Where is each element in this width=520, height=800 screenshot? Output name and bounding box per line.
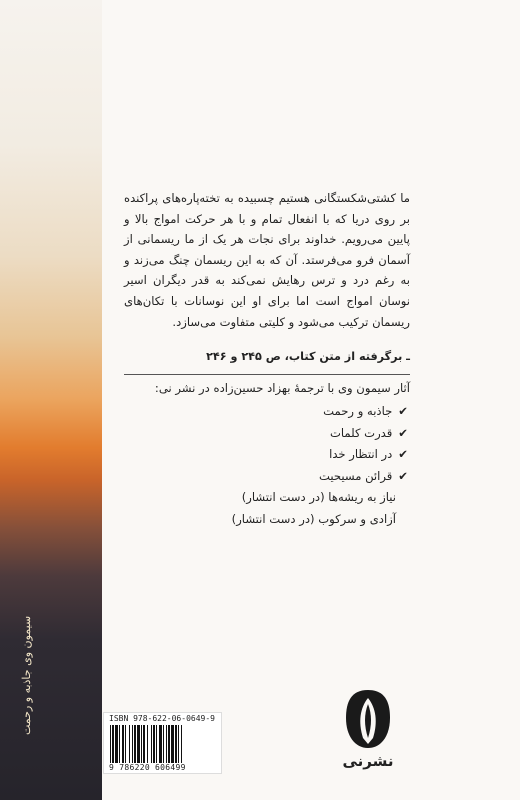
spine-title: سیمون وی جاذبه و رحمت: [20, 615, 33, 735]
divider: [124, 374, 410, 375]
works-heading: آثار سیمون وی با ترجمهٔ بهزاد حسین‌زاده در نشر نی:: [154, 381, 410, 395]
list-item: ✔ قرائن مسیحیت: [124, 466, 408, 488]
isbn-digits: 9 786220 606499: [109, 763, 186, 772]
works-list: [124, 401, 408, 530]
isbn-barcode-box: [103, 712, 222, 774]
check-icon: ✔: [398, 425, 408, 440]
back-cover-blurb: ما کشتی‌شکستگانی هستیم چسبیده به تخته‌پاره‌های پراکنده بر روی دریا که با انفعال تمام و با هر حرکت امواج بالا و پایین می‌رویم. خداوند برای نجات هر یک از ما ریسمانی از آسمان فرو می‌فرستد. آن که به این ریسمان چنگ می‌زند و به رغم درد و ترس رهایش نمی‌کند به قدر دیگران اسیر نوسان امواج است اما برای او این نوسانات با تکان‌های ریسمان ترکیب می‌شود و کلیتی متفاوت می‌سازد.: [124, 191, 410, 329]
barcode-icon: [108, 725, 216, 763]
blurb-source: ـ برگرفته از متن کتاب، ص ۲۴۵ و ۲۴۶: [206, 350, 410, 363]
list-item: نیاز به ریشه‌ها (در دست انتشار): [241, 490, 396, 504]
list-item: ✔ جاذبه و رحمت: [124, 401, 408, 423]
spine-gradient: [0, 0, 102, 800]
list-item: ✔ در انتظار خدا: [124, 444, 408, 466]
publisher-name: نشرنی: [342, 752, 394, 770]
check-icon: ✔: [398, 447, 408, 461]
list-item: ✔ قدرت کلمات: [124, 423, 408, 445]
isbn-label: ISBN 978-622-06-0649-9: [109, 714, 215, 723]
check-icon: ✔: [398, 404, 408, 418]
list-item: آزادی و سرکوب (در دست انتشار): [231, 511, 396, 526]
check-icon: ✔: [398, 468, 408, 483]
publisher-logo-icon: [343, 688, 393, 750]
